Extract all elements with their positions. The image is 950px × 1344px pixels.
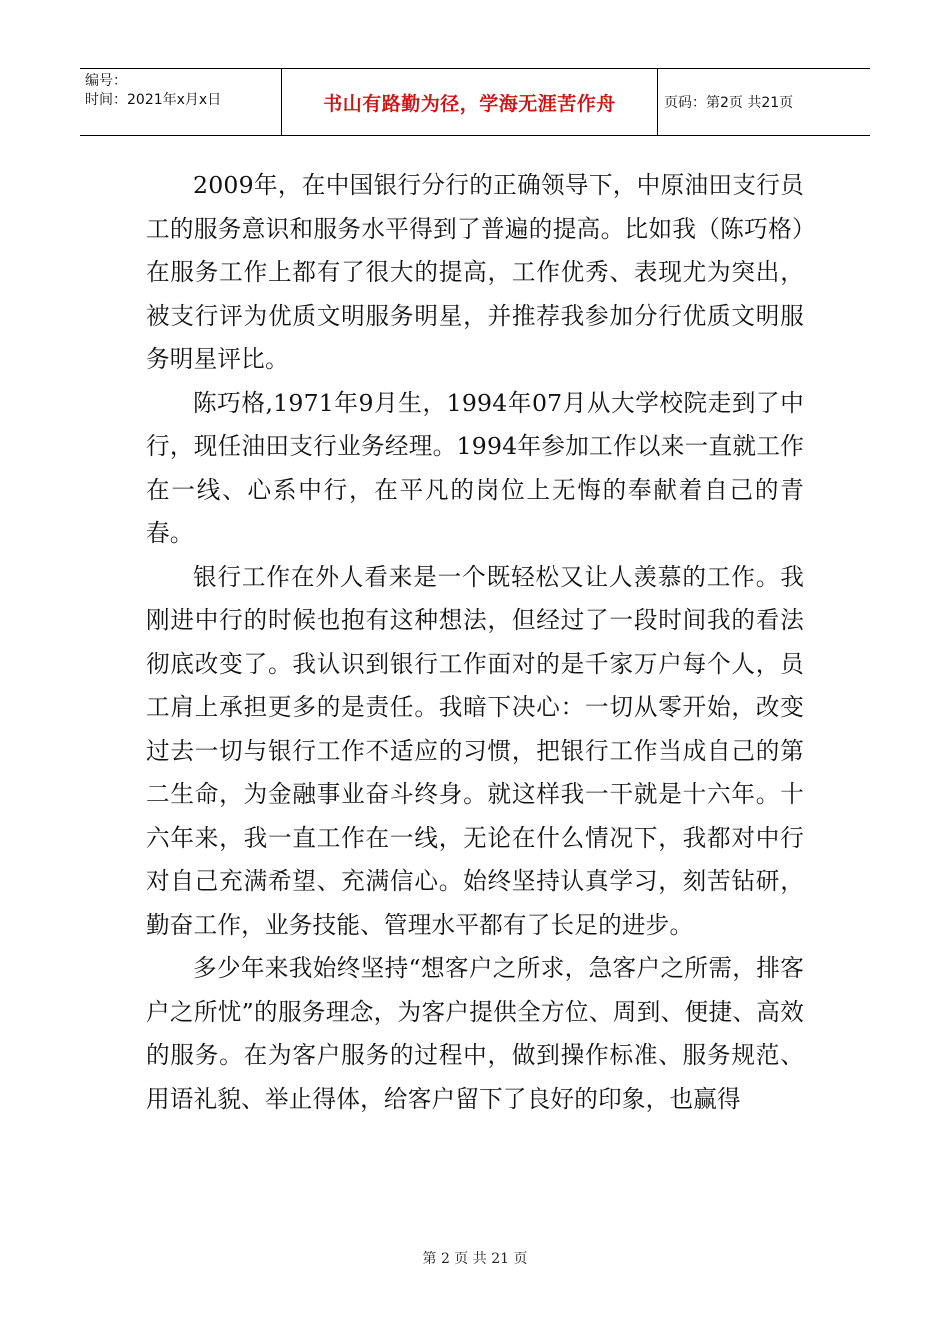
- document-number-label: 编号：: [85, 73, 127, 89]
- document-date: 时间：2021年x月x日: [85, 92, 222, 108]
- header-page-info: 页码：第2页 共21页: [664, 95, 794, 111]
- document-header: [80, 68, 870, 136]
- header-page-cell: [658, 69, 870, 135]
- document-body: [146, 164, 804, 1121]
- header-left-cell: [80, 69, 282, 135]
- body-paragraph: 银行工作在外人看来是一个既轻松又让人羡慕的工作。我刚进中行的时候也抱有这种想法，但经过了一段时间我的看法彻底改变了。我认识到银行工作面对的是千家万户每个人，员工肩上承担更多的是责任。我暗下决心：一切从零开始，改变过去一切与银行工作不适应的习惯，把银行工作当成自己的第二生命，为金融事业奋斗终身。就这样我一干就是十六年。十六年来，我一直工作在一线，无论在什么情况下，我都对中行对自己充满希望、充满信心。始终坚持认真学习，刻苦钻研，勤奋工作，业务技能、管理水平都有了长足的进步。: [146, 562, 804, 939]
- body-paragraph: 2009年，在中国银行分行的正确领导下，中原油田支行员工的服务意识和服务水平得到了普遍的提高。比如我（陈巧格）在服务工作上都有了很大的提高，工作优秀、表现尤为突出，被支行评为优质文明服务明星，并推荐我参加分行优质文明服务明星评比。: [146, 171, 804, 373]
- header-motto-cell: [282, 69, 658, 135]
- page-footer: 第 2 页 共 21 页: [422, 1251, 528, 1267]
- header-motto: 书山有路勤为径，学海无涯苦作舟: [323, 92, 616, 115]
- body-paragraph: 陈巧格,1971年9月生，1994年07月从大学校院走到了中行，现任油田支行业务经理。1994年参加工作以来一直就工作在一线、心系中行，在平凡的岗位上无悔的奉献着自己的青春。: [146, 388, 804, 547]
- body-paragraph: 多少年来我始终坚持“想客户之所求，急客户之所需，排客户之所忧”的服务理念，为客户提供全方位、周到、便捷、高效的服务。在为客户服务的过程中，做到操作标准、服务规范、用语礼貌、举止得体，给客户留下了良好的印象，也赢得: [146, 954, 804, 1113]
